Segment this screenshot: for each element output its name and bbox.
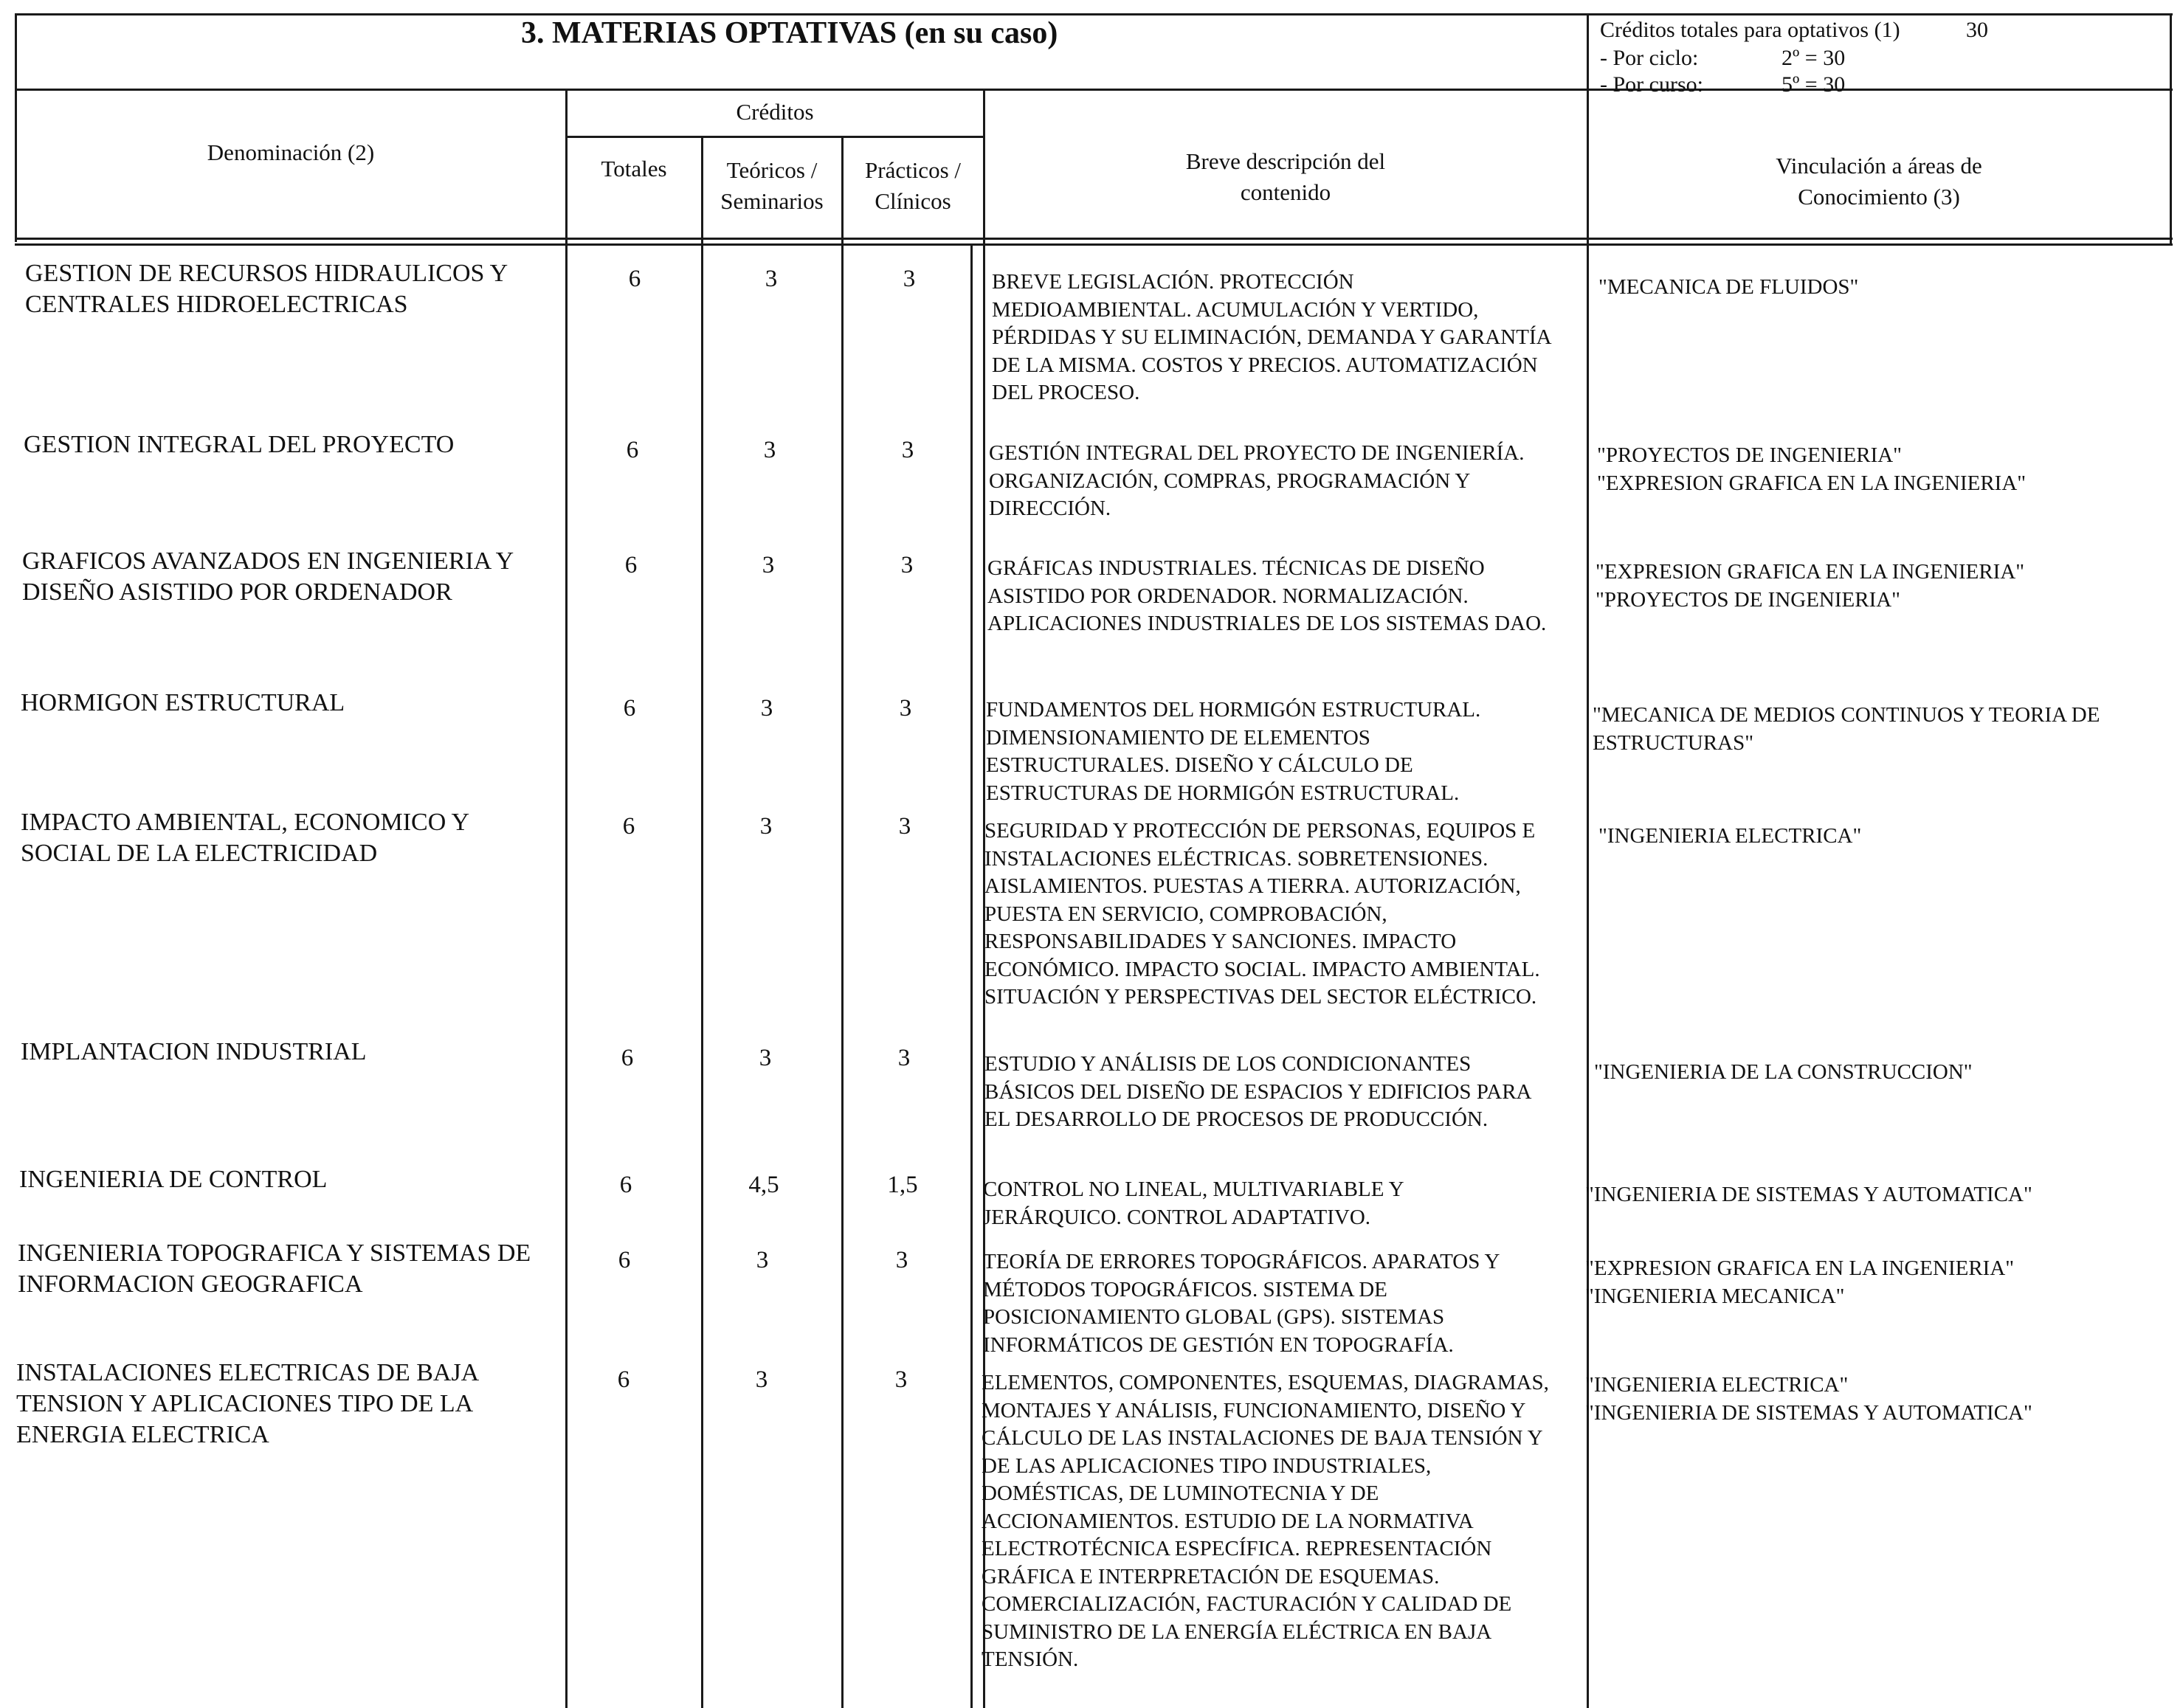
row-2-practicos: 3 — [901, 437, 914, 463]
credits-total-value: 30 — [1966, 18, 1988, 42]
row-9-totales: 6 — [617, 1366, 630, 1393]
row-6-teoricos: 3 — [759, 1045, 772, 1071]
row-6-description: ESTUDIO Y ANÁLISIS DE LOS CONDICIONANTES BÁSICOS DEL DISEÑO DE ESPACIOS Y EDIFICIOS PARA EL DESARROLLO DE PROCESOS DE PRODUCCIÓN. — [984, 1052, 1531, 1131]
row-1-teoricos: 3 — [765, 266, 778, 292]
row-8-teoricos: 3 — [756, 1247, 769, 1273]
por-curso-value: 5º = 30 — [1781, 72, 1846, 97]
credits-total-label: Créditos totales para optativos (1) — [1600, 18, 1900, 42]
col-divider-name — [565, 89, 568, 1708]
header-divider — [15, 89, 2173, 91]
row-9-teoricos: 3 — [755, 1366, 768, 1393]
row-8-totales: 6 — [618, 1247, 631, 1273]
col-header-descripcion: Breve descripción del contenido — [1185, 148, 1386, 205]
column-header-bottom-2 — [15, 243, 2173, 246]
row-9-name: INSTALACIONES ELECTRICAS DE BAJA TENSION Y APLICACIONES TIPO DE LA ENERGIA ELECTRICA — [16, 1359, 478, 1448]
row-7-name: INGENIERIA DE CONTROL — [19, 1166, 328, 1193]
row-9-areas: "INGENIERIA ELECTRICA" "INGENIERIA DE SISTEMAS Y AUTOMATICA" — [1585, 1373, 2032, 1425]
row-1-totales: 6 — [628, 266, 641, 292]
row-5-areas: "INGENIERIA ELECTRICA" — [1598, 824, 1862, 848]
row-3-description: GRÁFICAS INDUSTRIALES. TÉCNICAS DE DISEÑO ASISTIDO POR ORDENADOR. NORMALIZACIÓN. APLICACIONES INDUSTRIALES DE LOS SISTEMAS DAO. — [987, 556, 1547, 635]
col-divider-totales — [701, 136, 703, 1708]
credits-divider — [567, 136, 985, 138]
row-3-practicos: 3 — [900, 552, 914, 578]
row-4-areas: "MECANICA DE MEDIOS CONTINUOS Y TEORIA DE ESTRUCTURAS" — [1593, 703, 2100, 755]
row-1-practicos: 3 — [903, 266, 916, 292]
row-4-teoricos: 3 — [760, 695, 773, 722]
row-7-practicos: 1,5 — [887, 1172, 918, 1198]
row-2-description: GESTIÓN INTEGRAL DEL PROYECTO DE INGENIERÍA. ORGANIZACIÓN, COMPRAS, PROGRAMACIÓN Y DIRECCIÓN. — [989, 441, 1525, 520]
row-7-teoricos: 4,5 — [748, 1172, 779, 1198]
col-divider-teoricos — [841, 136, 844, 1708]
col-header-vinculacion: Vinculación a áreas de Conocimiento (3) — [1776, 153, 1982, 210]
row-5-description: SEGURIDAD Y PROTECCIÓN DE PERSONAS, EQUIPOS E INSTALACIONES ELÉCTRICAS. SOBRETENSIONES. AISLAMIENTOS. PUESTAS A TIERRA. AUTORIZACIÓN, PUESTA EN SERVICIO, COMPROBACIÓN, RESPONSABILIDADES Y SANCIONES. IMPACTO ECONÓMICO. IMPACTO SOCIAL. IMPACTO AMBIENTAL. SITUACIÓN Y PERSPECTIVAS DEL SECTOR ELÉCTRICO. — [984, 819, 1540, 1009]
por-ciclo-value: 2º = 30 — [1781, 46, 1846, 70]
row-4-totales: 6 — [623, 695, 636, 722]
row-7-totales: 6 — [619, 1172, 632, 1198]
border-right — [2170, 13, 2172, 243]
row-4-description: FUNDAMENTOS DEL HORMIGÓN ESTRUCTURAL. DIMENSIONAMIENTO DE ELEMENTOS ESTRUCTURALES. DISEÑO Y CÁLCULO DE ESTRUCTURAS DE HORMIGÓN ESTRUCTURAL. — [986, 698, 1481, 805]
col-divider-areas — [1587, 243, 1589, 1708]
col-header-creditos: Créditos — [736, 99, 814, 125]
row-5-name: IMPACTO AMBIENTAL, ECONOMICO Y SOCIAL DE LA ELECTRICIDAD — [21, 809, 469, 867]
col-header-totales: Totales — [601, 156, 667, 181]
col-header-practicos: Prácticos / Clínicos — [865, 157, 961, 214]
row-6-name: IMPLANTACION INDUSTRIAL — [21, 1038, 367, 1065]
row-5-teoricos: 3 — [759, 813, 773, 840]
row-1-areas: "MECANICA DE FLUIDOS" — [1598, 275, 1859, 299]
row-8-areas: "EXPRESION GRAFICA EN LA INGENIERIA" "INGENIERIA MECANICA" — [1585, 1256, 2015, 1308]
col-divider-desc-body — [970, 243, 973, 1708]
por-curso-label: - Por curso: — [1600, 72, 1703, 97]
column-header-bottom — [15, 238, 2173, 240]
row-3-name: GRAFICOS AVANZADOS EN INGENIERIA Y DISEÑO ASISTIDO POR ORDENADOR — [22, 547, 513, 606]
col-header-teoricos: Teóricos / Seminarios — [720, 157, 824, 214]
row-3-teoricos: 3 — [762, 552, 775, 578]
row-8-practicos: 3 — [895, 1247, 908, 1273]
row-1-name: GESTION DE RECURSOS HIDRAULICOS Y CENTRALES HIDROELECTRICAS — [25, 260, 507, 318]
row-5-practicos: 3 — [898, 813, 911, 840]
row-2-areas: "PROYECTOS DE INGENIERIA" "EXPRESION GRAFICA EN LA INGENIERIA" — [1597, 443, 2026, 495]
row-4-name: HORMIGON ESTRUCTURAL — [21, 689, 345, 716]
border-left-header — [15, 13, 17, 242]
border-top — [15, 13, 2173, 15]
row-7-areas: "INGENIERIA DE SISTEMAS Y AUTOMATICA" — [1585, 1183, 2032, 1206]
row-8-description: TEORÍA DE ERRORES TOPOGRÁFICOS. APARATOS Y MÉTODOS TOPOGRÁFICOS. SISTEMA DE POSICIONAMIENTO GLOBAL (GPS). SISTEMAS INFORMÁTICOS DE GESTIÓN EN TOPOGRAFÍA. — [983, 1250, 1500, 1357]
row-3-totales: 6 — [624, 552, 638, 578]
row-1-description: BREVE LEGISLACIÓN. PROTECCIÓN MEDIOAMBIENTAL. ACUMULACIÓN Y VERTIDO, PÉRDIDAS Y SU ELIMINACIÓN, DEMANDA Y GARANTÍA DE LA MISMA. COSTOS Y PRECIOS. AUTOMATIZACIÓN DEL PROCESO. — [992, 270, 1551, 404]
row-5-totales: 6 — [622, 813, 635, 840]
row-2-teoricos: 3 — [763, 437, 776, 463]
row-9-practicos: 3 — [894, 1366, 908, 1393]
por-ciclo-label: - Por ciclo: — [1600, 46, 1699, 70]
row-6-practicos: 3 — [897, 1045, 911, 1071]
page-title: 3. MATERIAS OPTATIVAS (en su caso) — [521, 16, 1058, 50]
row-4-practicos: 3 — [899, 695, 912, 722]
row-6-areas: "INGENIERIA DE LA CONSTRUCCION" — [1594, 1060, 1973, 1084]
row-2-name: GESTION INTEGRAL DEL PROYECTO — [24, 431, 455, 458]
row-9-description: ELEMENTOS, COMPONENTES, ESQUEMAS, DIAGRAMAS, MONTAJES Y ANÁLISIS, FUNCIONAMIENTO, DISEÑO Y CÁLCULO DE LAS INSTALACIONES DE BAJA TENSIÓN Y DE LAS APLICACIONES TIPO INDUSTRIALES, DOMÉSTICAS, DE LUMINOTECNIA Y DE ACCIONAMIENTOS. ESTUDIO DE LA NORMATIVA ELECTROTÉCNICA ESPECÍFICA. REPRESENTACIÓN GRÁFICA E INTERPRETACIÓN DE ESQUEMAS. COMERCIALIZACIÓN, FACTURACIÓN Y CALIDAD DE SUMINISTRO DE LA ENERGÍA ELÉCTRICA EN BAJA TENSIÓN. — [982, 1371, 1549, 1671]
row-3-areas: "EXPRESION GRAFICA EN LA INGENIERIA" "PROYECTOS DE INGENIERIA" — [1596, 560, 2025, 612]
row-8-name: INGENIERIA TOPOGRAFICA Y SISTEMAS DE INFORMACION GEOGRAFICA — [18, 1239, 531, 1298]
row-2-totales: 6 — [626, 437, 639, 463]
row-7-description: CONTROL NO LINEAL, MULTIVARIABLE Y JERÁRQUICO. CONTROL ADAPTATIVO. — [983, 1178, 1404, 1229]
row-6-totales: 6 — [621, 1045, 634, 1071]
col-header-denominacion: Denominación (2) — [207, 139, 375, 165]
